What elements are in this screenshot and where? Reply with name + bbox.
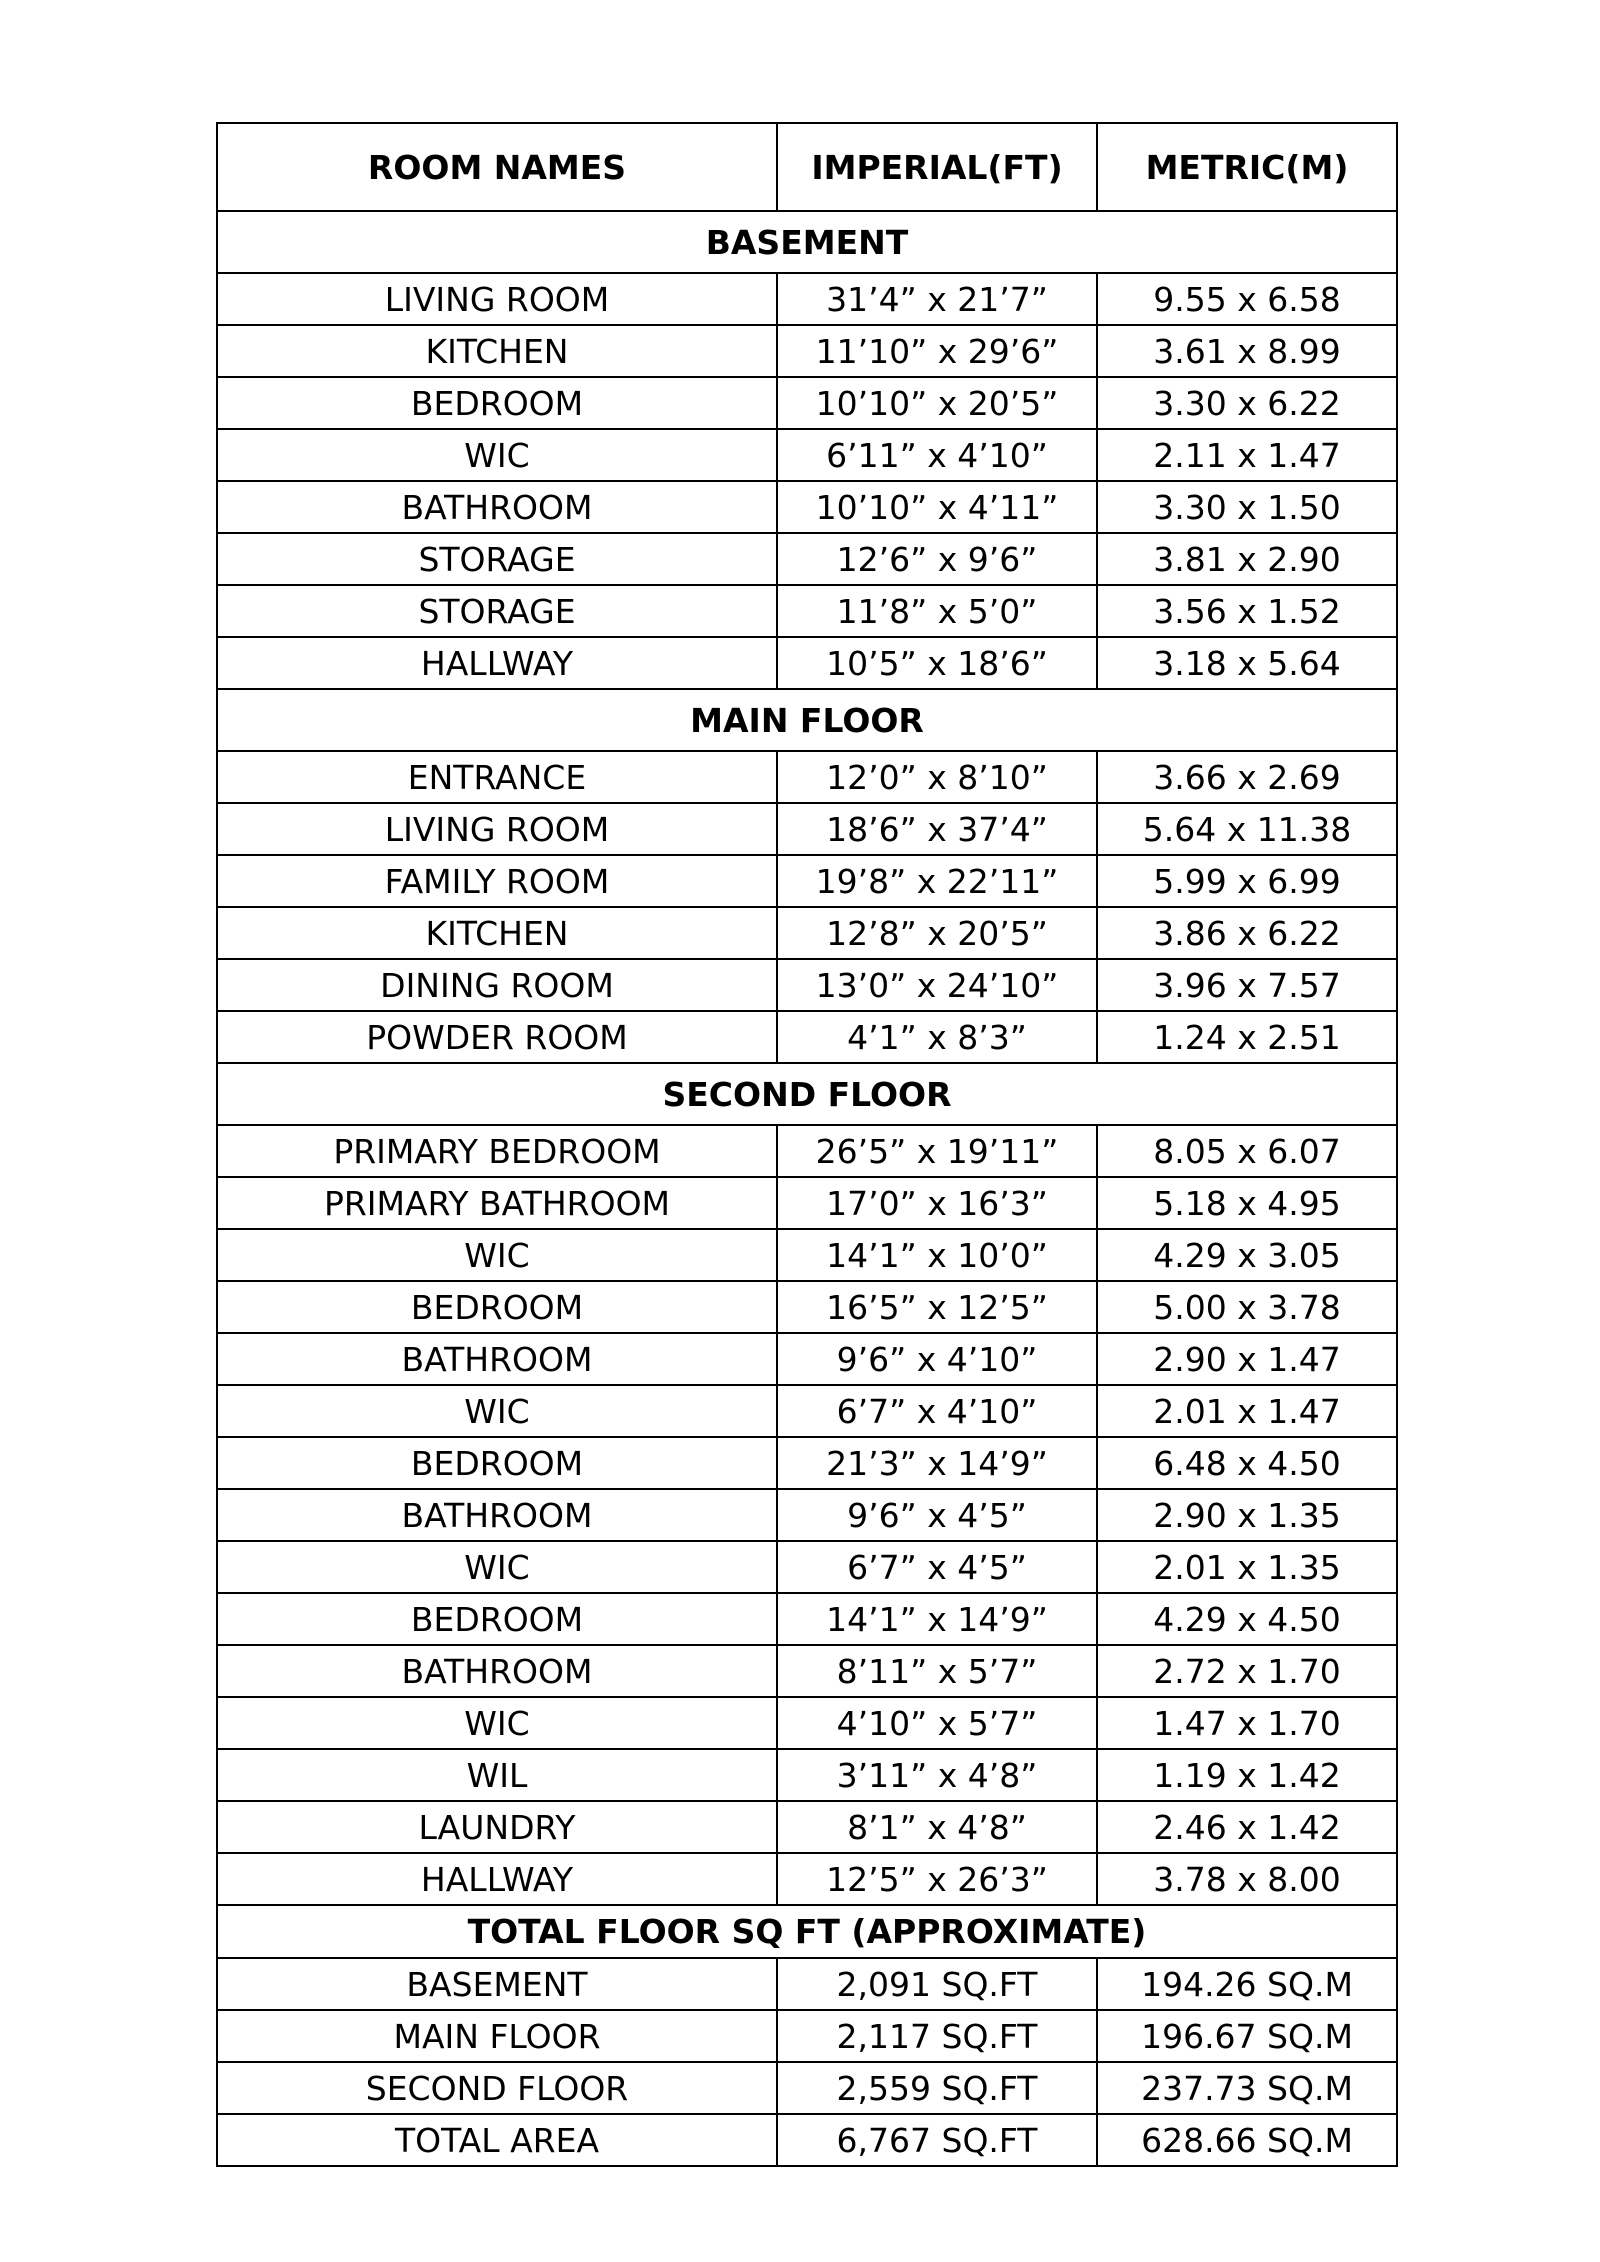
header-metric: METRIC(M) [1097, 123, 1397, 211]
section-header-row [217, 689, 1397, 751]
table-row [217, 803, 1397, 855]
table-row [217, 1229, 1397, 1281]
metric-cell: 2.46 x 1.42 [1097, 1801, 1397, 1853]
metric-cell: 2.90 x 1.35 [1097, 1489, 1397, 1541]
table-row [217, 585, 1397, 637]
table-row [217, 325, 1397, 377]
imperial-cell: 12’6” x 9’6” [777, 533, 1097, 585]
room-name-cell: BASEMENT [217, 1958, 777, 2010]
section-title: BASEMENT [217, 211, 1397, 273]
table-body [217, 123, 1397, 2166]
room-name-cell: HALLWAY [217, 1853, 777, 1905]
table-row [217, 1011, 1397, 1063]
imperial-cell: 6’7” x 4’10” [777, 1385, 1097, 1437]
table-row [217, 1697, 1397, 1749]
metric-cell: 1.24 x 2.51 [1097, 1011, 1397, 1063]
metric-cell: 1.47 x 1.70 [1097, 1697, 1397, 1749]
imperial-cell: 6,767 SQ.FT [777, 2114, 1097, 2166]
metric-cell: 2.01 x 1.47 [1097, 1385, 1397, 1437]
room-name-cell: BEDROOM [217, 1593, 777, 1645]
table-row [217, 2010, 1397, 2062]
imperial-cell: 12’0” x 8’10” [777, 751, 1097, 803]
room-name-cell: KITCHEN [217, 907, 777, 959]
room-name-cell: BEDROOM [217, 1437, 777, 1489]
room-name-cell: POWDER ROOM [217, 1011, 777, 1063]
metric-cell: 6.48 x 4.50 [1097, 1437, 1397, 1489]
imperial-cell: 4’10” x 5’7” [777, 1697, 1097, 1749]
metric-cell: 5.99 x 6.99 [1097, 855, 1397, 907]
imperial-cell: 10’10” x 20’5” [777, 377, 1097, 429]
header-row [217, 123, 1397, 211]
metric-cell: 4.29 x 3.05 [1097, 1229, 1397, 1281]
imperial-cell: 6’11” x 4’10” [777, 429, 1097, 481]
room-name-cell: WIC [217, 1541, 777, 1593]
metric-cell: 2.11 x 1.47 [1097, 429, 1397, 481]
imperial-cell: 13’0” x 24’10” [777, 959, 1097, 1011]
table-row [217, 1853, 1397, 1905]
metric-cell: 2.90 x 1.47 [1097, 1333, 1397, 1385]
header-imperial: IMPERIAL(FT) [777, 123, 1097, 211]
metric-cell: 628.66 SQ.M [1097, 2114, 1397, 2166]
section-title: SECOND FLOOR [217, 1063, 1397, 1125]
header-room-names: ROOM NAMES [217, 123, 777, 211]
section-header-row [217, 1905, 1397, 1958]
room-name-cell: LIVING ROOM [217, 803, 777, 855]
room-name-cell: WIC [217, 1697, 777, 1749]
imperial-cell: 12’5” x 26’3” [777, 1853, 1097, 1905]
table-row [217, 1125, 1397, 1177]
room-name-cell: LIVING ROOM [217, 273, 777, 325]
room-name-cell: DINING ROOM [217, 959, 777, 1011]
metric-cell: 194.26 SQ.M [1097, 1958, 1397, 2010]
room-name-cell: BEDROOM [217, 377, 777, 429]
table-row [217, 1333, 1397, 1385]
metric-cell: 9.55 x 6.58 [1097, 273, 1397, 325]
room-name-cell: KITCHEN [217, 325, 777, 377]
table-row [217, 481, 1397, 533]
metric-cell: 3.56 x 1.52 [1097, 585, 1397, 637]
imperial-cell: 19’8” x 22’11” [777, 855, 1097, 907]
table-row [217, 429, 1397, 481]
metric-cell: 5.18 x 4.95 [1097, 1177, 1397, 1229]
table-row [217, 1385, 1397, 1437]
table-row [217, 637, 1397, 689]
metric-cell: 3.66 x 2.69 [1097, 751, 1397, 803]
imperial-cell: 2,117 SQ.FT [777, 2010, 1097, 2062]
table-row [217, 1281, 1397, 1333]
metric-cell: 5.64 x 11.38 [1097, 803, 1397, 855]
imperial-cell: 12’8” x 20’5” [777, 907, 1097, 959]
table-row [217, 855, 1397, 907]
imperial-cell: 21’3” x 14’9” [777, 1437, 1097, 1489]
metric-cell: 2.72 x 1.70 [1097, 1645, 1397, 1697]
imperial-cell: 3’11” x 4’8” [777, 1749, 1097, 1801]
room-name-cell: TOTAL AREA [217, 2114, 777, 2166]
room-name-cell: BATHROOM [217, 1489, 777, 1541]
room-name-cell: ENTRANCE [217, 751, 777, 803]
table-row [217, 1437, 1397, 1489]
imperial-cell: 2,091 SQ.FT [777, 1958, 1097, 2010]
table-row [217, 751, 1397, 803]
metric-cell: 3.18 x 5.64 [1097, 637, 1397, 689]
imperial-cell: 8’11” x 5’7” [777, 1645, 1097, 1697]
metric-cell: 196.67 SQ.M [1097, 2010, 1397, 2062]
imperial-cell: 9’6” x 4’10” [777, 1333, 1097, 1385]
metric-cell: 3.86 x 6.22 [1097, 907, 1397, 959]
metric-cell: 8.05 x 6.07 [1097, 1125, 1397, 1177]
imperial-cell: 4’1” x 8’3” [777, 1011, 1097, 1063]
imperial-cell: 9’6” x 4’5” [777, 1489, 1097, 1541]
room-name-cell: WIC [217, 1229, 777, 1281]
table-row [217, 273, 1397, 325]
imperial-cell: 10’5” x 18’6” [777, 637, 1097, 689]
imperial-cell: 2,559 SQ.FT [777, 2062, 1097, 2114]
table-row [217, 1177, 1397, 1229]
table-row [217, 2114, 1397, 2166]
room-name-cell: WIC [217, 429, 777, 481]
metric-cell: 237.73 SQ.M [1097, 2062, 1397, 2114]
metric-cell: 1.19 x 1.42 [1097, 1749, 1397, 1801]
room-name-cell: SECOND FLOOR [217, 2062, 777, 2114]
room-name-cell: STORAGE [217, 585, 777, 637]
imperial-cell: 26’5” x 19’11” [777, 1125, 1097, 1177]
metric-cell: 2.01 x 1.35 [1097, 1541, 1397, 1593]
table-row [217, 959, 1397, 1011]
imperial-cell: 6’7” x 4’5” [777, 1541, 1097, 1593]
room-name-cell: BATHROOM [217, 1333, 777, 1385]
room-name-cell: FAMILY ROOM [217, 855, 777, 907]
imperial-cell: 14’1” x 10’0” [777, 1229, 1097, 1281]
metric-cell: 3.81 x 2.90 [1097, 533, 1397, 585]
table-row [217, 1489, 1397, 1541]
section-title: MAIN FLOOR [217, 689, 1397, 751]
metric-cell: 3.78 x 8.00 [1097, 1853, 1397, 1905]
table-row [217, 1801, 1397, 1853]
table-row [217, 377, 1397, 429]
imperial-cell: 31’4” x 21’7” [777, 273, 1097, 325]
table-row [217, 1958, 1397, 2010]
room-name-cell: STORAGE [217, 533, 777, 585]
metric-cell: 3.30 x 6.22 [1097, 377, 1397, 429]
table-row [217, 1593, 1397, 1645]
metric-cell: 5.00 x 3.78 [1097, 1281, 1397, 1333]
imperial-cell: 14’1” x 14’9” [777, 1593, 1097, 1645]
room-name-cell: BATHROOM [217, 1645, 777, 1697]
room-dimensions-table [216, 122, 1398, 2167]
imperial-cell: 11’10” x 29’6” [777, 325, 1097, 377]
table-row [217, 2062, 1397, 2114]
room-name-cell: WIC [217, 1385, 777, 1437]
section-header-row [217, 211, 1397, 273]
imperial-cell: 17’0” x 16’3” [777, 1177, 1097, 1229]
room-name-cell: MAIN FLOOR [217, 2010, 777, 2062]
room-name-cell: PRIMARY BEDROOM [217, 1125, 777, 1177]
table-row [217, 1749, 1397, 1801]
table-row [217, 1541, 1397, 1593]
room-name-cell: HALLWAY [217, 637, 777, 689]
table-row [217, 1645, 1397, 1697]
imperial-cell: 10’10” x 4’11” [777, 481, 1097, 533]
metric-cell: 3.30 x 1.50 [1097, 481, 1397, 533]
room-name-cell: WIL [217, 1749, 777, 1801]
room-name-cell: BATHROOM [217, 481, 777, 533]
room-name-cell: BEDROOM [217, 1281, 777, 1333]
imperial-cell: 11’8” x 5’0” [777, 585, 1097, 637]
section-header-row [217, 1063, 1397, 1125]
imperial-cell: 8’1” x 4’8” [777, 1801, 1097, 1853]
metric-cell: 3.61 x 8.99 [1097, 325, 1397, 377]
room-name-cell: PRIMARY BATHROOM [217, 1177, 777, 1229]
table-row [217, 907, 1397, 959]
table-row [217, 533, 1397, 585]
room-name-cell: LAUNDRY [217, 1801, 777, 1853]
imperial-cell: 18’6” x 37’4” [777, 803, 1097, 855]
metric-cell: 4.29 x 4.50 [1097, 1593, 1397, 1645]
imperial-cell: 16’5” x 12’5” [777, 1281, 1097, 1333]
metric-cell: 3.96 x 7.57 [1097, 959, 1397, 1011]
section-title: TOTAL FLOOR SQ FT (APPROXIMATE) [217, 1905, 1397, 1958]
